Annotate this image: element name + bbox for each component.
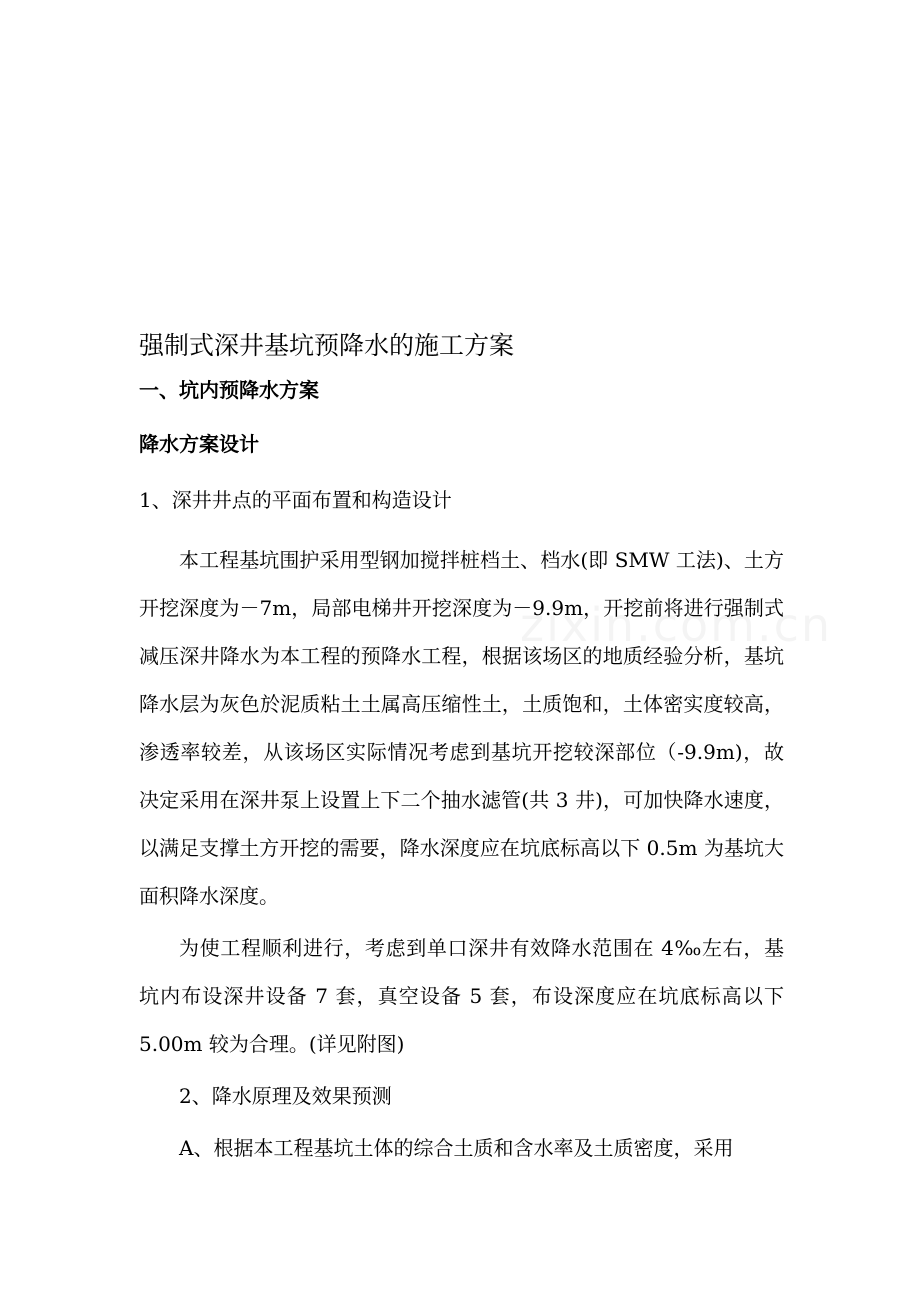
document-title: 强制式深井基坑预降水的施工方案 xyxy=(139,331,515,360)
document-body xyxy=(139,326,784,1176)
item-1-title: 1、深井井点的平面布置和构造设计 xyxy=(139,488,452,512)
section-heading: 一、坑内预降水方案 xyxy=(139,378,319,402)
paragraph-2: 为使工程顺利进行，考虑到单口深井有效降水范围在 4‰左右，基坑内布设深井设备 7 套，真空设备 5 套，布设深度应在坑底标高以下 5.00m 较为合理。(详见附图) xyxy=(139,936,784,1056)
item-2-title: 2、降水原理及效果预测 xyxy=(179,1084,392,1108)
paragraph-1: 本工程基坑围护采用型钢加搅拌桩档土、档水(即 SMW 工法)、土方开挖深度为－7m，局部电梯井开挖深度为－9.9m，开挖前将进行强制式减压深井降水为本工程的预降水工程，根据该场区的地质经验分析，基坑降水层为灰色於泥质粘土土属高压缩性土，土质饱和，土体密实度较高，渗透率较差，从该场区实际情况考虑到基坑开挖较深部位（-9.9m)，故决定采用在深井泵上设置上下二个抽水滤管(共 3 井)，可加快降水速度，以满足支撑土方开挖的需要，降水深度应在坑底标高以下 0.5m 为基坑大面积降水深度。 xyxy=(139,548,784,908)
subsection-heading: 降水方案设计 xyxy=(139,432,259,456)
paragraph-3: A、根据本工程基坑土体的综合土质和含水率及土质密度，采用 xyxy=(179,1136,734,1160)
